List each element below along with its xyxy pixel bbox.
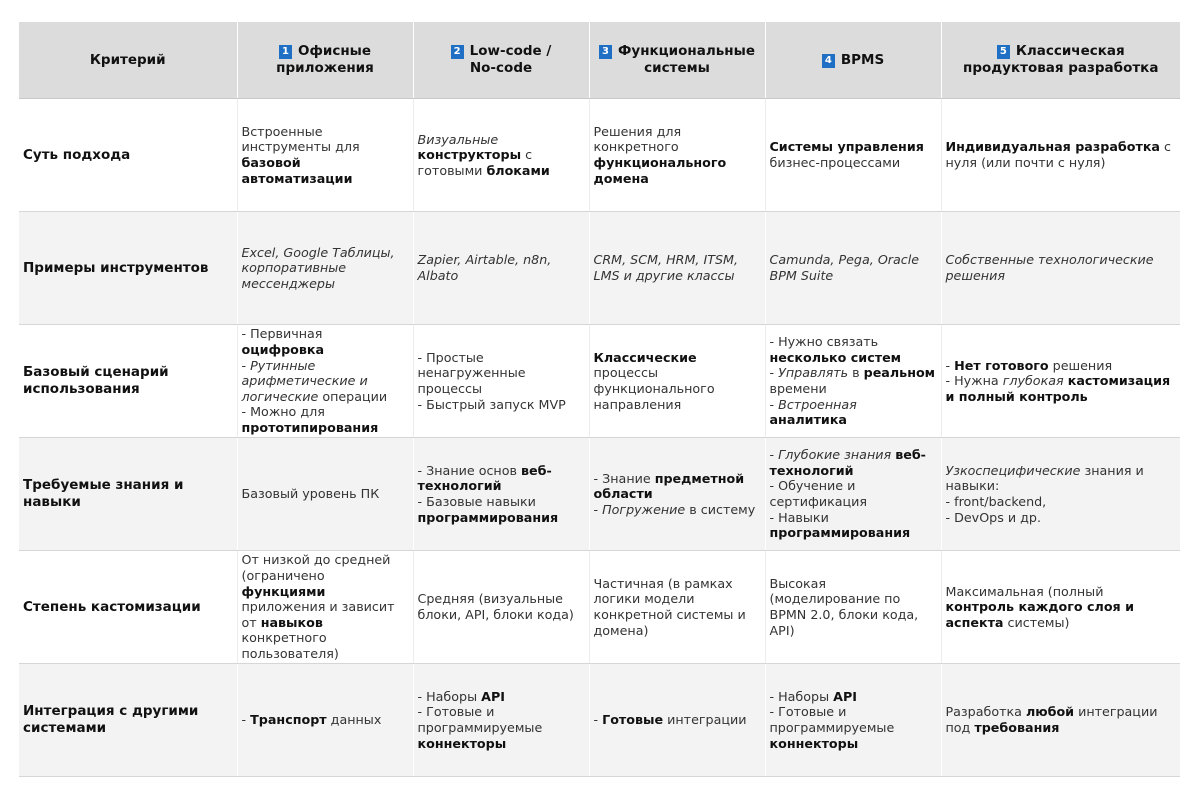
cell-line (418, 689, 585, 705)
text-segment: Частичная (в рамках логики модели конкретной системы и домена) (593, 575, 746, 638)
row-criterion: Базовый сценарий использования (19, 325, 237, 438)
bold-text: Системы управления (769, 139, 924, 155)
text-segment: конкретного пользователя) (241, 630, 339, 661)
cell-line (418, 252, 585, 283)
cell-line (946, 252, 1177, 283)
cell-line (242, 326, 409, 357)
cell-line (770, 334, 937, 365)
italic-text: Визуальные (417, 131, 499, 147)
column-title-line1: BPMS (840, 51, 885, 68)
cell-line (770, 365, 937, 396)
number-badge: 1 (279, 45, 292, 59)
italic-text: Погружение (602, 501, 686, 517)
table-cell (589, 664, 765, 777)
table-body (19, 99, 1180, 777)
cell-line (770, 510, 937, 541)
table-cell (589, 212, 765, 325)
text-segment: - front/backend, (945, 494, 1047, 509)
table-cell (237, 212, 413, 325)
bold-text: Готовые (602, 712, 664, 728)
comparison-table (19, 22, 1180, 777)
header-row (19, 22, 1180, 99)
bold-text: кастомизация и полный контроль (945, 373, 1171, 404)
bold-text: Классические (593, 349, 697, 365)
cell-line (770, 478, 937, 509)
table-cell (237, 551, 413, 664)
cell-line (770, 704, 937, 751)
text-segment: - Наборы (417, 688, 482, 704)
cell-line (946, 510, 1177, 526)
text-segment: - DevOps и др. (945, 509, 1042, 525)
text-segment: Решения для конкретного (593, 123, 682, 155)
row-criterion: Примеры инструментов (19, 212, 237, 325)
bold-text: контроль каждого слоя и аспекта (945, 599, 1134, 630)
cell-line (946, 358, 1177, 374)
cell-line (418, 463, 585, 494)
cell-line (242, 712, 409, 728)
table-cell (589, 99, 765, 212)
row-criterion: Требуемые знания и навыки (19, 438, 237, 551)
italic-text: Управлять (778, 365, 849, 381)
cell-line (946, 494, 1177, 510)
column-header-bpms (765, 22, 941, 99)
text-segment: Встроенные инструменты для (241, 123, 360, 155)
table-cell (765, 212, 941, 325)
number-badge: 2 (451, 45, 464, 59)
column-header-functional-systems (589, 22, 765, 99)
cell-line (418, 704, 585, 751)
cell-line (242, 552, 409, 661)
table-cell (589, 325, 765, 438)
text-segment: приложения и зависит от (241, 599, 395, 630)
table-cell (413, 551, 589, 664)
italic-text: Глубокие знания (778, 447, 892, 463)
bold-text: блоками (486, 162, 550, 178)
column-title-line1: Функциональные (618, 43, 755, 59)
cell-line (242, 245, 409, 292)
cell-line (594, 502, 761, 518)
table-cell (941, 664, 1180, 777)
cell-line (418, 494, 585, 525)
table-cell (413, 325, 589, 438)
text-segment: Высокая (моделирование по BPMN 2.0, блоки кода, API) (769, 575, 919, 638)
table-row (19, 99, 1180, 212)
cell-line (418, 397, 585, 413)
column-title-line1: Классическая (1015, 43, 1125, 59)
text-segment: Максимальная (полный (945, 583, 1104, 599)
italic-text: Excel, Google Таблицы, корпоративные мессенджеры (241, 244, 395, 291)
text-segment: времени (769, 381, 827, 396)
bold-text: Нет готового (954, 357, 1049, 373)
table-cell (413, 212, 589, 325)
row-criterion: Суть подхода (19, 99, 237, 212)
text-segment: системы) (1003, 614, 1070, 630)
bold-text: API (481, 688, 505, 704)
column-title-line1: Low-code / (469, 43, 552, 59)
text-segment: - (241, 357, 251, 373)
bold-text: программирования (769, 525, 911, 541)
bold-text: API (833, 688, 857, 704)
text-segment: операции (318, 388, 388, 404)
table-cell (589, 438, 765, 551)
bold-text: программирования (417, 509, 559, 525)
text-segment: интеграции под (945, 704, 1158, 735)
cell-line (242, 358, 409, 405)
text-segment: - Знание (593, 470, 655, 486)
text-segment: с нуля (или почти с нуля) (945, 139, 1172, 170)
bold-text: навыков (260, 614, 323, 630)
number-badge: 5 (997, 45, 1010, 59)
bold-text: аналитика (769, 412, 847, 428)
text-segment: бизнес-процессами (769, 155, 901, 170)
bold-text: конструкторы (417, 147, 522, 163)
cell-line (770, 689, 937, 705)
text-segment: - (945, 357, 955, 373)
column-title-line1: Офисные (297, 43, 372, 59)
cell-line (946, 463, 1177, 494)
row-criterion: Интеграция с другими системами (19, 664, 237, 777)
text-segment: От низкой до средней (ограничено (241, 552, 391, 584)
table-row (19, 664, 1180, 777)
text-segment: данных (326, 712, 382, 728)
bold-text: коннекторы (769, 735, 859, 751)
italic-text: Собственные технологические решения (945, 252, 1154, 283)
table-cell (237, 99, 413, 212)
column-header-low-code (413, 22, 589, 99)
cell-line (946, 373, 1177, 404)
text-segment: - Простые ненагруженные процессы (417, 349, 526, 396)
text-segment: с готовыми (417, 147, 533, 178)
column-title-line2: системы (644, 60, 710, 76)
bold-text: веб-технологий (417, 462, 552, 494)
bold-text: любой (1025, 704, 1075, 720)
text-segment: - Быстрый запуск MVP (417, 396, 566, 412)
text-segment: - Готовые и программируемые (769, 704, 895, 735)
bold-text: Индивидуальная разработка (945, 139, 1160, 155)
table-row (19, 551, 1180, 664)
column-title-line2: приложения (276, 60, 374, 76)
cell-line (594, 124, 761, 186)
text-segment: - Можно для (241, 404, 325, 420)
text-segment: Средняя (визуальные блоки, API, блоки кода) (417, 591, 574, 622)
table-cell (765, 325, 941, 438)
cell-line (242, 486, 409, 502)
table-cell (941, 99, 1180, 212)
number-badge: 3 (599, 45, 612, 59)
cell-line (594, 471, 761, 502)
cell-line (770, 252, 937, 283)
cell-line (770, 139, 937, 170)
criterion-header: Критерий (19, 22, 237, 99)
text-segment: интеграции (663, 712, 747, 728)
cell-line (946, 584, 1177, 631)
bold-text: функциями (241, 583, 326, 599)
text-segment: Разработка (945, 704, 1026, 720)
cell-line (770, 576, 937, 638)
text-segment: процессы функционального направления (593, 365, 715, 412)
text-segment: - (593, 501, 603, 517)
table-cell (413, 664, 589, 777)
cell-line (594, 350, 761, 412)
text-segment: - (593, 712, 603, 728)
cell-line (594, 712, 761, 728)
text-segment: - Первичная (241, 326, 323, 342)
cell-line (418, 132, 585, 179)
table-cell (941, 438, 1180, 551)
cell-line (594, 576, 761, 638)
bold-text: оцифровка (241, 342, 325, 358)
cell-line (946, 704, 1177, 735)
column-header-classic-development (941, 22, 1180, 99)
text-segment: - (769, 365, 779, 381)
text-segment: - Навыки (769, 509, 829, 525)
cell-line (946, 139, 1177, 170)
table-cell (237, 325, 413, 438)
cell-line (418, 591, 585, 622)
table-cell (413, 438, 589, 551)
cell-line (418, 350, 585, 397)
text-segment: в систему (685, 501, 756, 517)
column-title-line2: продуктовая разработка (963, 60, 1159, 76)
bold-text: коннекторы (417, 735, 507, 751)
bold-text: веб-технологий (769, 447, 926, 478)
table-cell (765, 551, 941, 664)
bold-text: реальном (863, 365, 936, 381)
column-title-line2: No-code (469, 60, 533, 76)
text-segment: - (241, 712, 251, 728)
text-segment: - (769, 447, 779, 463)
table-cell (765, 664, 941, 777)
text-segment: Базовый уровень ПК (241, 486, 380, 502)
italic-text: Camunda, Pega, Oracle BPM Suite (769, 252, 920, 283)
cell-line (242, 124, 409, 186)
table-cell (941, 212, 1180, 325)
text-segment: - Базовые навыки (417, 494, 536, 509)
cell-line (770, 397, 937, 428)
table-cell (413, 99, 589, 212)
text-segment: - (769, 396, 779, 412)
text-segment: - Знание основ (417, 462, 522, 478)
text-segment: - Наборы (769, 688, 834, 704)
table-cell (941, 551, 1180, 664)
italic-text: Рутинные арифметические и логические (241, 357, 368, 404)
column-header-office-apps (237, 22, 413, 99)
italic-text: Встроенная (778, 396, 857, 412)
cell-line (594, 252, 761, 283)
text-segment: - Готовые и программируемые (417, 704, 543, 735)
table-cell (765, 438, 941, 551)
bold-text: базовой автоматизации (241, 155, 353, 186)
row-criterion: Степень кастомизации (19, 551, 237, 664)
text-segment: - Обучение и сертификация (769, 478, 868, 509)
italic-text: Zapier, Airtable, n8n, Albato (417, 252, 552, 283)
table-row (19, 212, 1180, 325)
table-row (19, 325, 1180, 438)
bold-text: прототипирования (241, 419, 379, 435)
text-segment: в (848, 365, 864, 381)
table-cell (589, 551, 765, 664)
cell-line (770, 447, 937, 478)
bold-text: функционального домена (593, 155, 727, 186)
bold-text: предметной области (593, 470, 745, 502)
italic-text: Узкоспецифические (945, 462, 1081, 478)
table-cell (237, 438, 413, 551)
text-segment: - Нужно связать (769, 334, 879, 350)
text-segment: решения (1048, 357, 1113, 373)
bold-text: Транспорт (250, 712, 327, 728)
table-row (19, 438, 1180, 551)
text-segment: знания и навыки: (945, 462, 1144, 494)
cell-line (242, 404, 409, 435)
bold-text: требования (974, 720, 1060, 735)
italic-text: CRM, SCM, HRM, ITSM, LMS и другие классы (593, 252, 739, 283)
bold-text: несколько систем (769, 349, 902, 365)
table-cell (765, 99, 941, 212)
italic-text: глубокая (1002, 373, 1064, 389)
table-cell (237, 664, 413, 777)
text-segment: - Нужна (945, 373, 1003, 389)
table-cell (941, 325, 1180, 438)
number-badge: 4 (822, 54, 835, 68)
